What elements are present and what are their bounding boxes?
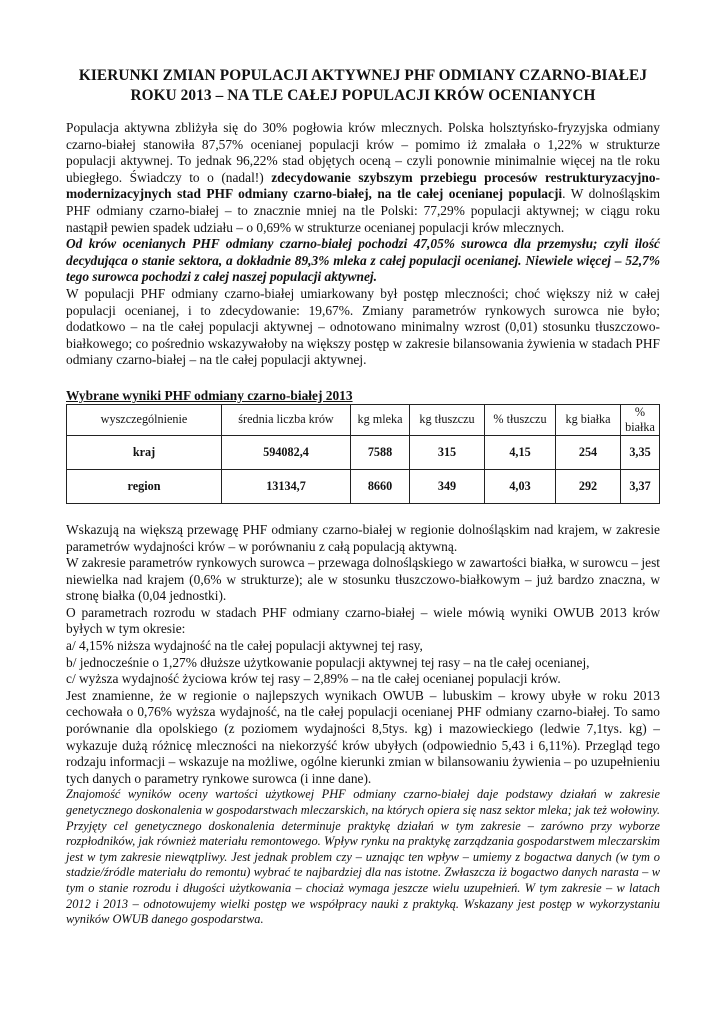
- bold-emphasis: zdecydowanie szybszym przebiegu procesów restrukturyzacyjno-modernizacyjnych stad PHF odmiany czarno-białej, na tle całej ocenianej populacji: [66, 169, 660, 202]
- paragraph-regional-comparison: Jest znamienne, że w regionie o najlepszych wynikach OWUB – lubuskim – krowy ubyłe w roku 2013 cechowała o 0,76% wyższa wydajność, na tle całej populacji ocenianej PHF odmiany czarno-białej. To samo porównanie dla opolskiego (z poziomem wydajności 8,5tys. kg) i mazowieckiego (ledwie 7,1tys. kg) – wykazuje dużą różnicę mleczności na niekorzyść krów ubyłych (odpowiednio 5,43 i 6,11%). Przegląd tego rodzaju informacji – wskazuje na możliwe, ogólne kierunki zmian w bilansowaniu żywienia – po uzupełnieniu tych danych o parametry rynkowe surowca (i inne dane).: [66, 687, 660, 786]
- table-cell: 4,03: [485, 469, 556, 503]
- table-cell: 254: [556, 435, 621, 469]
- table-title: Wybrane wyniki PHF odmiany czarno-białej 2013: [66, 387, 353, 403]
- paragraph-regional-advantage: Wskazują na większą przewagę PHF odmiany czarno-białej w regionie dolnośląskim nad krajem, w zakresie parametrów wydajności krów – w porównaniu z całą populacją aktywną.: [66, 521, 660, 554]
- paragraph-population-share: [66, 120, 660, 236]
- paragraph-market-parameters: W zakresie parametrów rynkowych surowca – przewaga dolnośląskiego w zawartości białka, w surowcu – jest niewielka nad krajem (0,6% w strukturze); ale w stosunku tłuszczowo-białkowym – już bardzo znaczna, w stronę białka (0,04 jednostki).: [66, 555, 660, 604]
- table-cell: 349: [410, 469, 485, 503]
- document-page: [66, 66, 660, 928]
- table-row: [67, 435, 660, 469]
- table-header-row: [67, 404, 660, 435]
- paragraph-raw-material-emphasis: Od krów ocenianych PHF odmiany czarno-białej pochodzi 47,05% surowca dla przemysłu; czyli ilość decydująca o stanie sektora, a dokładnie 89,3% mleka z całej populacji ocenianej. Niewiele więcej – 52,7% tego surowca pochodzi z całej naszej populacji aktywnej.: [66, 236, 660, 285]
- italic-note: Znajomość wyników oceny wartości użytkowej PHF odmiany czarno-białej daje podstawy działań w zakresie genetycznego doskonalenia w gospodarstwach mleczarskich, na których opiera się nasz sektor mleka; jak też wołowiny. Przyjęty cel genetycznego doskonalenia determinuje praktykę działań w tym zakresie – zarówno przy wyborze rozpłodników, jak również materiału remontowego. Wpływ rynku na praktykę zarządzania gospodarstwem mleczarskim jest w tym zakresie niewątpliwy. Jest jednak problem czy – uznając ten wpływ – umiemy z bogactwa danych (w tym o stadzie/źródle materiału do remontu) wybrać te najbardziej dla nas istotne. Zwłaszcza iż bogactwo danych narasta – w tym o stanie rozrodu i długości użytkowania – chociaż wymaga jeszcze wielu uzupełnień. W tym zakresie – w latach 2012 i 2013 – odnotowujemy wielki postęp we współpracy nauki z praktyką. Wskazany jest postęp w wykorzystaniu wyników OWUB danego gospodarstwa.: [66, 787, 660, 927]
- paragraph-text: Populacja aktywna zbliżyła się do 30% pogłowia krów mlecznych. Polska holsztyńsko-fryzyjska odmiany czarno-białej stanowiła 87,57% ocenianej populacji krów – pomimo iż zmalała o 1,22% w strukturze populacji aktywnej. To jednak 96,22% stad objętych oceną – czyli ponownie minimalnie więcej na tle roku ubiegłego. Świadczy to o (nadal!): [66, 120, 660, 185]
- table-cell: 3,37: [621, 469, 660, 503]
- table-cell: 7588: [351, 435, 410, 469]
- column-header: kg mleka: [351, 404, 410, 435]
- paragraph-text: . W dolnośląskim PHF odmiany czarno-białej – to znacznie mniej na tle Polski: 77,29% populacji aktywnej; w ciągu roku nastąpił pewien spadek udziału – o 0,69% w strukturze ocenianej populacji krów mlecznych.: [66, 186, 660, 235]
- list-item: c/ wyższa wydajność życiowa krów tej rasy – 2,89% – na tle całej ocenianej populacji krów.: [66, 671, 561, 687]
- column-header: % białka: [621, 404, 660, 435]
- column-header: kg białka: [556, 404, 621, 435]
- table-cell: region: [67, 469, 222, 503]
- table-row: [67, 469, 660, 503]
- column-header: wyszczególnienie: [67, 404, 222, 435]
- results-table: [66, 404, 660, 504]
- table-cell: 8660: [351, 469, 410, 503]
- table-cell: 3,35: [621, 435, 660, 469]
- table-cell: 292: [556, 469, 621, 503]
- document-title: KIERUNKI ZMIAN POPULACJI AKTYWNEJ PHF ODMIANY CZARNO-BIAŁEJ ROKU 2013 – NA TLE CAŁEJ POPULACJI KRÓW OCENIANYCH: [78, 67, 648, 104]
- paragraph-reproduction: O parametrach rozrodu w stadach PHF odmiany czarno-białej – wiele mówią wyniki OWUB 2013 krów byłych w tym okresie:: [66, 604, 660, 637]
- list-item: b/ jednocześnie o 1,27% dłuższe użytkowanie populacji aktywnej tej rasy – na tle całej ocenianej,: [66, 654, 590, 670]
- column-header: % tłuszczu: [485, 404, 556, 435]
- table-cell: 13134,7: [222, 469, 351, 503]
- table-cell: 594082,4: [222, 435, 351, 469]
- list-item: a/ 4,15% niższa wydajność na tle całej populacji aktywnej tej rasy,: [66, 638, 423, 654]
- table-cell: kraj: [67, 435, 222, 469]
- table-cell: 315: [410, 435, 485, 469]
- table-cell: 4,15: [485, 435, 556, 469]
- paragraph-yield-progress: W populacji PHF odmiany czarno-białej umiarkowany był postęp mleczności; choć większy niż w całej populacji ocenianej, i to zdecydowanie: 19,67%. Zmiany parametrów rynkowych surowca nie było; dodatkowo – na tle całej populacji aktywnej – odnotowano minimalny wzrost (0,01) stosunku tłuszczowo-białkowego; co pośrednio wskazywałoby na większy postęp w zakresie bilansowania żywienia w stadach PHF odmiany czarno-białej – na tle całej populacji aktywnej.: [66, 285, 660, 368]
- column-header: kg tłuszczu: [410, 404, 485, 435]
- column-header: średnia liczba krów: [222, 404, 351, 435]
